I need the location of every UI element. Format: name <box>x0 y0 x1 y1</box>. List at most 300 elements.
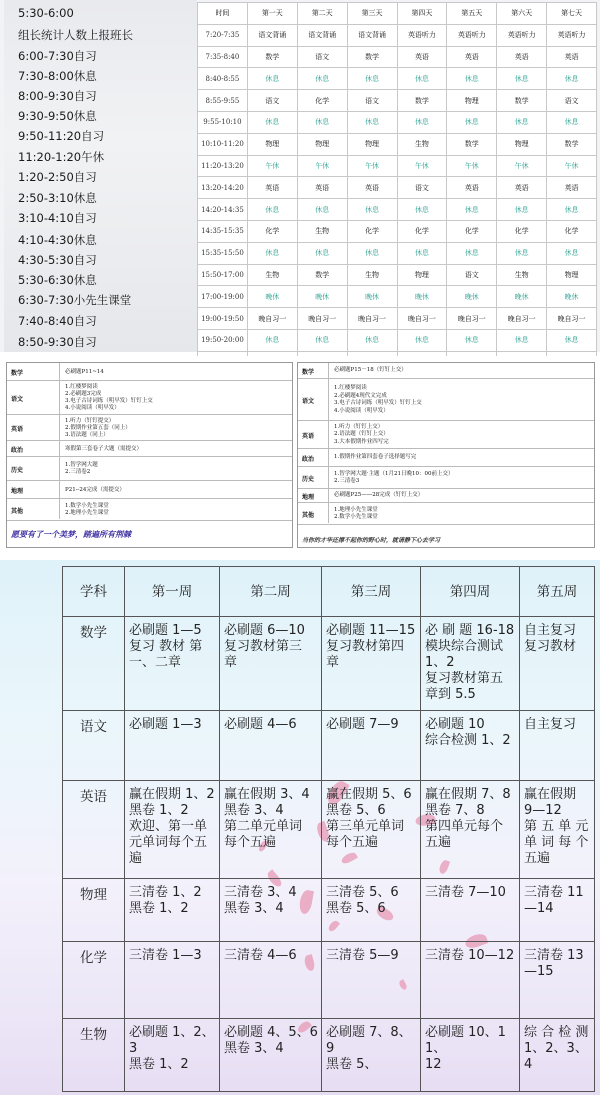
timetable-cell: 休息 <box>347 199 397 221</box>
note-lines <box>65 446 142 453</box>
weekly-task-line: 一、二章 <box>129 655 182 670</box>
timetable-header-row <box>198 3 597 25</box>
timetable-cell: 晚自习一 <box>297 308 347 330</box>
note-lines <box>65 503 109 517</box>
weekly-task-cell <box>421 879 520 942</box>
timetable-cell: 物理 <box>247 133 297 155</box>
weekly-task-cell <box>322 617 421 711</box>
timetable-cell: 英语听力 <box>447 24 497 46</box>
weekly-task-line: 必刷题 10 <box>425 717 485 732</box>
timetable-cell: 休息 <box>347 111 397 133</box>
timetable-cell: 英语 <box>297 177 347 199</box>
timetable-cell: 物理 <box>347 133 397 155</box>
routine-item: 组长统计人数上报班长 <box>18 28 133 42</box>
weekly-task-line: 黑卷 5、6 <box>326 901 386 916</box>
note-line: 4.小说阅读（明早发） <box>65 405 120 411</box>
weekly-task-cell <box>125 879 220 942</box>
weekly-task-line: 综合检测 1、2 <box>425 733 511 748</box>
timetable-header-cell: 第五天 <box>447 3 497 25</box>
weekly-task-line: 必刷题 4—6 <box>224 717 297 732</box>
weekly-task-cell <box>125 781 220 879</box>
weekly-task-cell <box>125 942 220 1019</box>
timetable-row <box>198 329 597 351</box>
timetable-row <box>198 90 597 112</box>
note-lines <box>334 454 416 462</box>
timetable-cell: 晚休 <box>447 286 497 308</box>
weekly-task-line: 赢在假期 1、2 <box>129 787 215 802</box>
weekly-header-row <box>63 567 595 617</box>
homework-notes-section <box>0 356 600 556</box>
timetable-cell: 休息 <box>297 68 347 90</box>
weekly-task-cell <box>220 879 322 942</box>
timetable-cell: 晚自习一 <box>347 308 397 330</box>
weekly-task-cell <box>520 781 595 879</box>
weekly-task-line: —14 <box>524 901 554 916</box>
timetable-time-cell: 17:00-19:00 <box>198 286 248 308</box>
weekly-task-line: 黑卷 1、2 <box>129 901 189 916</box>
weekly-task-line: 模块综合测试 <box>425 639 504 654</box>
note-line: 1.听力（钉钉上交） <box>334 423 384 430</box>
timetable-cell: 休息 <box>547 199 597 221</box>
weekly-row <box>63 711 595 781</box>
weekly-task-cell <box>421 617 520 711</box>
timetable-cell: 英语 <box>447 46 497 68</box>
note-line: 2.语法题（钉钉上交） <box>334 431 389 438</box>
timetable-cell: 晚自习一 <box>447 308 497 330</box>
weekly-task-line: 复习教材 <box>524 639 577 654</box>
timetable-cell: 语文 <box>447 264 497 286</box>
weekly-task-cell <box>220 711 322 781</box>
routine-item: 2:50-3:10休息 <box>18 191 97 205</box>
note-line: P21--24完成（需提交） <box>65 486 125 493</box>
weekly-task-line: 赢在假期 3、4 <box>224 787 310 802</box>
timetable-cell: 数学 <box>297 264 347 286</box>
seven-day-timetable <box>197 2 597 352</box>
weekly-task-line: 第 五 单 元 <box>524 819 589 834</box>
routine-item: 4:10-4:30休息 <box>18 233 97 247</box>
timetable-time-cell: 7:20-7:35 <box>198 24 248 46</box>
timetable-cell: 数学 <box>447 133 497 155</box>
timetable-cell: 晚休 <box>347 286 397 308</box>
note-lines <box>65 384 153 412</box>
timetable-cell: 休息 <box>297 242 347 264</box>
timetable-time-cell: 14:20-14:35 <box>198 199 248 221</box>
timetable-grid <box>197 2 597 395</box>
timetable-cell: 休息 <box>247 242 297 264</box>
weekly-header-cell: 第二周 <box>220 567 322 617</box>
timetable-cell: 生物 <box>297 220 347 242</box>
timetable-cell: 休息 <box>547 111 597 133</box>
weekly-row <box>63 942 595 1019</box>
note-subject-label: 历史 <box>302 476 315 483</box>
timetable-cell: 化学 <box>447 220 497 242</box>
weekly-task-line: 必刷题 1—5 <box>129 623 202 638</box>
weekly-task-line: 章 <box>224 655 238 670</box>
note-line: 1.红楼梦阅读 <box>65 384 98 390</box>
timetable-row <box>198 220 597 242</box>
timetable-cell: 英语 <box>497 177 547 199</box>
weekly-task-line: 黑卷 7、8 <box>425 803 485 818</box>
timetable-cell: 化学 <box>397 220 447 242</box>
routine-item: 6:00-7:30自习 <box>18 49 97 63</box>
timetable-cell: 休息 <box>447 68 497 90</box>
weekly-subject-cell: 数学 <box>63 617 125 711</box>
note-line: 必刷题P11~14 <box>65 368 104 375</box>
weekly-task-line: 三清卷 1—3 <box>129 948 202 963</box>
weekly-task-line: 必刷题 7—9 <box>326 717 399 732</box>
weekly-task-line: 黑卷 1、2 <box>129 803 189 818</box>
weekly-task-line: 必刷题 7、8、9 <box>326 1025 412 1056</box>
timetable-cell: 休息 <box>497 329 547 351</box>
timetable-cell: 休息 <box>547 329 597 351</box>
note-subject-label: 数学 <box>302 369 315 376</box>
timetable-cell: 晚休 <box>497 286 547 308</box>
note-line: 2.地理小先生课堂 <box>65 510 109 516</box>
timetable-cell: 英语听力 <box>497 24 547 46</box>
weekly-task-line: 黑卷 5、6 <box>326 803 386 818</box>
timetable-cell: 化学 <box>247 220 297 242</box>
timetable-cell: 休息 <box>497 199 547 221</box>
weekly-task-line: —15 <box>524 964 554 979</box>
weekly-task-line: 三清卷 4—6 <box>224 948 297 963</box>
note-subject-label: 政治 <box>11 447 24 454</box>
timetable-row <box>198 264 597 286</box>
weekly-task-cell <box>125 711 220 781</box>
weekly-task-line: 章到 5.5 <box>425 687 476 702</box>
routine-item: 9:30-9:50休息 <box>18 109 97 123</box>
timetable-cell: 英语 <box>547 46 597 68</box>
timetable-cell: 英语 <box>447 177 497 199</box>
weekly-task-line: 三清卷 5—9 <box>326 948 399 963</box>
note-lines <box>334 367 407 375</box>
timetable-cell: 数学 <box>547 133 597 155</box>
weekly-plan-table <box>62 566 595 1092</box>
routine-item: 3:10-4:10自习 <box>18 211 97 225</box>
homework-notes-right <box>297 362 595 548</box>
timetable-cell: 休息 <box>447 329 497 351</box>
weekly-task-cell <box>520 617 595 711</box>
timetable-cell: 休息 <box>497 111 547 133</box>
motto-text: 当你的才华还撑不起你的野心时，就请静下心去学习 <box>302 537 441 544</box>
timetable-row <box>198 308 597 330</box>
weekly-task-line: 9—12 <box>524 803 562 818</box>
weekly-subject-cell: 语文 <box>63 711 125 781</box>
timetable-header-cell: 时间 <box>198 3 248 25</box>
note-line: 1.地理小先生课堂 <box>334 506 378 513</box>
daily-routine-list <box>4 0 197 352</box>
routine-item: 11:20-1:20午休 <box>18 150 105 164</box>
timetable-cell: 午休 <box>447 155 497 177</box>
weekly-header-cell: 第三周 <box>322 567 421 617</box>
weekly-task-line: 第三单元单词 <box>326 819 405 834</box>
timetable-cell: 英语 <box>247 177 297 199</box>
weekly-task-cell <box>322 781 421 879</box>
note-line: 3.电子古诗词练（明早发）钉钉上交 <box>65 398 153 404</box>
timetable-time-cell: 14:35-15:35 <box>198 220 248 242</box>
timetable-time-cell: 10:10-11:20 <box>198 133 248 155</box>
weekly-header-cell: 第一周 <box>125 567 220 617</box>
weekly-task-cell <box>322 942 421 1019</box>
timetable-cell: 化学 <box>497 220 547 242</box>
weekly-task-line: 元单词每个五 <box>129 835 208 850</box>
homework-notes-left <box>6 362 293 548</box>
timetable-cell: 语文 <box>347 90 397 112</box>
note-lines <box>334 471 454 486</box>
weekly-plan-section <box>0 560 600 1095</box>
timetable-header-cell: 第七天 <box>547 3 597 25</box>
timetable-cell: 生物 <box>497 264 547 286</box>
weekly-task-line: 黑卷 3、4 <box>224 1041 284 1056</box>
note-line: 1.数学小先生课堂 <box>65 503 109 509</box>
note-line: 4.小说阅读（明早发） <box>334 407 389 414</box>
routine-item: 6:30-7:30小先生课堂 <box>18 293 132 307</box>
note-lines <box>65 418 131 439</box>
weekly-task-line: 必 刷 题 16-18 <box>425 623 515 638</box>
note-row <box>298 503 594 525</box>
weekly-task-line: 综 合 检 测 <box>524 1025 589 1040</box>
note-line: 3.大本假期作业四写完 <box>334 438 389 445</box>
weekly-subject-cell: 英语 <box>63 781 125 879</box>
weekly-task-cell <box>220 942 322 1019</box>
weekly-row <box>63 1019 595 1092</box>
timetable-cell: 休息 <box>547 242 597 264</box>
timetable-cell: 休息 <box>397 68 447 90</box>
weekly-task-line: 三清卷 5、6 <box>326 885 399 900</box>
timetable-time-cell: 9:55-10:10 <box>198 111 248 133</box>
timetable-cell: 午休 <box>397 155 447 177</box>
timetable-header-cell: 第六天 <box>497 3 547 25</box>
timetable-row <box>198 111 597 133</box>
weekly-task-line: 黑卷 3、4 <box>224 803 284 818</box>
weekly-task-cell <box>421 711 520 781</box>
note-line: 2.必刷题4现代文完成 <box>334 392 387 399</box>
note-subject-label: 英语 <box>11 426 24 433</box>
weekly-task-line: 三清卷 1、2 <box>129 885 202 900</box>
routine-item: 4:30-5:30自习 <box>18 253 97 267</box>
weekly-header-cell: 第四周 <box>421 567 520 617</box>
routine-item: 7:30-8:00休息 <box>18 69 97 83</box>
weekly-header-cell: 学科 <box>63 567 125 617</box>
note-subject-label: 地理 <box>11 488 24 495</box>
weekly-task-cell <box>520 1019 595 1092</box>
weekly-subject-cell: 化学 <box>63 942 125 1019</box>
weekly-task-line: 三清卷 10—12 <box>425 948 515 963</box>
timetable-row <box>198 286 597 308</box>
timetable-cell: 午休 <box>297 155 347 177</box>
weekly-task-line: 第四单元每个 <box>425 819 504 834</box>
note-row <box>298 449 594 467</box>
timetable-cell: 化学 <box>347 220 397 242</box>
note-lines <box>334 385 422 415</box>
timetable-cell: 休息 <box>247 329 297 351</box>
note-line: 必刷题P15－18（钉钉上交） <box>334 367 407 374</box>
weekly-task-line: 第二单元单词 <box>224 819 303 834</box>
timetable-cell: 晚自习一 <box>497 308 547 330</box>
timetable-cell: 化学 <box>547 220 597 242</box>
timetable-time-cell: 15:50-17:00 <box>198 264 248 286</box>
note-row <box>7 457 292 481</box>
timetable-header-cell: 第三天 <box>347 3 397 25</box>
routine-item: 5:30-6:00 <box>18 6 74 20</box>
timetable-cell: 晚休 <box>247 286 297 308</box>
weekly-subject-cell: 生物 <box>63 1019 125 1092</box>
timetable-cell: 午休 <box>547 155 597 177</box>
weekly-task-cell <box>520 711 595 781</box>
note-lines <box>65 369 104 376</box>
timetable-cell: 英语 <box>397 46 447 68</box>
weekly-task-line: 自主复习 <box>524 623 577 638</box>
timetable-cell: 晚自习一 <box>247 308 297 330</box>
note-subject-label: 地理 <box>302 494 315 501</box>
note-line: 2.三清卷3 <box>334 478 360 484</box>
weekly-task-line: 1、2、3、4 <box>524 1041 588 1072</box>
weekly-task-line: 必刷题 10、11、 <box>425 1025 506 1056</box>
weekly-task-cell <box>220 1019 322 1092</box>
note-row <box>7 381 292 415</box>
timetable-cell: 晚自习一 <box>397 308 447 330</box>
weekly-task-line: 黑卷 3、4 <box>224 901 284 916</box>
timetable-cell: 晚休 <box>547 286 597 308</box>
note-row <box>7 415 292 441</box>
weekly-task-cell <box>125 617 220 711</box>
weekly-task-line: 复习教材第四 <box>326 639 405 654</box>
timetable-cell: 数学 <box>347 46 397 68</box>
weekly-task-cell <box>421 781 520 879</box>
weekly-task-line: 章 <box>326 655 340 670</box>
motto-text: 愿要有了一个美梦，踏遍所有荆棘 <box>11 529 131 539</box>
timetable-time-cell: 8:40-8:55 <box>198 68 248 90</box>
weekly-task-cell <box>220 781 322 879</box>
note-line: 2.必刷题3完成 <box>65 391 102 397</box>
routine-item: 1:20-2:50自习 <box>18 170 97 184</box>
timetable-cell: 休息 <box>347 242 397 264</box>
note-subject-label: 历史 <box>11 467 24 474</box>
note-subject-label: 政治 <box>302 456 315 463</box>
timetable-cell: 生物 <box>347 264 397 286</box>
routine-item: 7:40-8:40自习 <box>18 314 97 328</box>
timetable-cell: 休息 <box>447 242 497 264</box>
timetable-cell: 晚自习一 <box>547 308 597 330</box>
timetable-cell: 英语听力 <box>547 24 597 46</box>
weekly-task-cell <box>322 1019 421 1092</box>
note-subject-label: 数学 <box>11 370 24 377</box>
note-lines <box>65 462 98 476</box>
weekly-header-cell: 第五周 <box>520 567 595 617</box>
weekly-task-line: 必刷题 4、5、6 <box>224 1025 318 1040</box>
weekly-task-line: 每个五遍 <box>224 835 277 850</box>
timetable-cell: 语文 <box>297 46 347 68</box>
routine-item: 8:50-9:30自习 <box>18 335 97 349</box>
timetable-cell: 休息 <box>497 242 547 264</box>
weekly-task-cell <box>125 1019 220 1092</box>
timetable-time-cell: 19:50-20:00 <box>198 329 248 351</box>
timetable-cell: 休息 <box>247 199 297 221</box>
note-line: 3.电子古诗词练（明早发）钉钉上交 <box>334 400 422 406</box>
timetable-cell: 语文 <box>547 90 597 112</box>
weekly-subject-cell: 物理 <box>63 879 125 942</box>
timetable-time-cell: 8:55-9:55 <box>198 90 248 112</box>
weekly-task-line: 自主复习 <box>524 717 577 732</box>
timetable-cell: 休息 <box>497 68 547 90</box>
timetable-cell: 休息 <box>297 199 347 221</box>
weekly-task-cell <box>520 879 595 942</box>
timetable-time-cell: 19:00-19:50 <box>198 308 248 330</box>
timetable-cell: 休息 <box>397 242 447 264</box>
timetable-cell: 语文背诵 <box>297 24 347 46</box>
routine-item: 9:50-11:20自习 <box>18 129 105 143</box>
weekly-task-line: 1、2 <box>425 655 455 670</box>
timetable-cell: 数学 <box>247 46 297 68</box>
decorative-strip <box>0 560 62 1095</box>
weekly-task-line: 三清卷 7—10 <box>425 885 506 900</box>
timetable-cell: 休息 <box>247 68 297 90</box>
note-row <box>7 441 292 457</box>
timetable-cell: 休息 <box>397 111 447 133</box>
weekly-task-cell <box>220 617 322 711</box>
timetable-cell: 物理 <box>447 90 497 112</box>
timetable-header-cell: 第二天 <box>297 3 347 25</box>
timetable-cell: 语文背诵 <box>347 24 397 46</box>
note-subject-label: 语文 <box>11 396 24 403</box>
timetable-header-cell: 第一天 <box>247 3 297 25</box>
timetable-cell: 物理 <box>297 133 347 155</box>
note-row <box>298 467 594 489</box>
note-line: 2.假期作业第五套（同上） <box>65 424 131 431</box>
note-line: 1.红楼梦阅读 <box>334 385 367 391</box>
timetable-cell: 休息 <box>447 111 497 133</box>
note-line: 2.数学小先生课堂 <box>334 514 378 520</box>
timetable-cell: 晚休 <box>397 286 447 308</box>
timetable-cell: 休息 <box>397 329 447 351</box>
note-line: 必刷题P25——28完成（钉钉上交） <box>334 492 424 499</box>
timetable-cell: 晚休 <box>297 286 347 308</box>
note-subject-label: 其他 <box>302 512 315 519</box>
note-line: 寒假第三套卷子大题（需提交） <box>65 445 143 452</box>
timetable-time-cell: 11:20-13:20 <box>198 155 248 177</box>
timetable-row <box>198 242 597 264</box>
note-lines <box>334 492 423 500</box>
timetable-cell: 休息 <box>347 68 397 90</box>
timetable-cell: 物理 <box>397 264 447 286</box>
timetable-cell: 化学 <box>297 90 347 112</box>
timetable-cell: 休息 <box>297 329 347 351</box>
weekly-task-line: 每个五遍 <box>326 835 379 850</box>
note-row <box>7 363 292 381</box>
note-row <box>298 379 594 421</box>
timetable-time-cell: 13:20-14:20 <box>198 177 248 199</box>
weekly-task-line: 12 <box>425 1057 442 1072</box>
weekly-task-cell <box>322 879 421 942</box>
timetable-cell: 语文背诵 <box>247 24 297 46</box>
timetable-cell: 英语听力 <box>397 24 447 46</box>
timetable-row <box>198 133 597 155</box>
note-subject-label: 语文 <box>302 398 315 405</box>
timetable-row <box>198 199 597 221</box>
timetable-row <box>198 155 597 177</box>
note-lines <box>334 424 389 447</box>
weekly-task-line: 赢在假期 <box>524 787 577 802</box>
note-row <box>298 363 594 379</box>
timetable-cell: 休息 <box>247 111 297 133</box>
timetable-cell: 语文 <box>397 177 447 199</box>
weekly-task-cell <box>520 942 595 1019</box>
timetable-cell: 午休 <box>347 155 397 177</box>
weekly-task-line: 三清卷 11 <box>524 885 584 900</box>
weekly-task-cell <box>421 942 520 1019</box>
weekly-row <box>63 617 595 711</box>
timetable-cell: 休息 <box>547 68 597 90</box>
weekly-task-line: 必刷题 1—3 <box>129 717 202 732</box>
